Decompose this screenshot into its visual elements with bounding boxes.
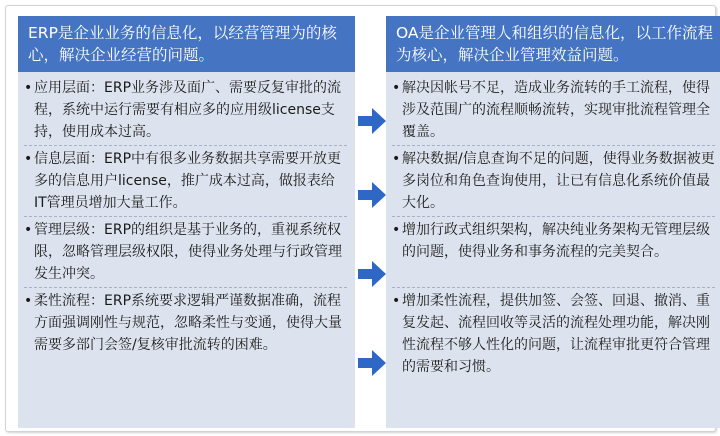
oa-item-accounts	[392, 75, 715, 146]
erp-item-information	[24, 146, 347, 217]
erp-item-management	[24, 217, 347, 288]
erp-item-text: 应用层面：ERP业务涉及面广、需要反复审批的流程，系统中运行需要有相应多的应用级license支持，使用成本过高。	[34, 80, 342, 140]
oa-item-text: 解决数据/信息查询不足的问题，使得业务数据被更多岗位和角色查询使用，让已有信息化系统价值最大化。	[402, 151, 715, 211]
erp-item-flexible	[24, 288, 347, 374]
arrow-right-icon	[358, 261, 386, 287]
bullet-icon: •	[24, 222, 33, 238]
oa-item-list	[386, 72, 720, 374]
erp-panel	[18, 16, 355, 428]
erp-item-application	[24, 75, 347, 146]
erp-item-text: 管理层级：ERP的组织是基于业务的，重视系统权限，忽略管理层级权限，使得业务处理与行政管理发生冲突。	[34, 222, 342, 282]
bullet-icon: •	[392, 151, 401, 167]
oa-item-data-query	[392, 146, 715, 217]
oa-panel	[386, 16, 720, 428]
oa-item-flexible	[392, 288, 715, 374]
bullet-icon: •	[24, 293, 33, 309]
bullet-icon: •	[24, 151, 33, 167]
erp-item-text: 柔性流程：ERP系统要求逻辑严谨数据准确，流程方面强调刚性与规范，忽略柔性与变通，使得大量需要多部门会签/复核审批流转的困难。	[34, 293, 342, 353]
bullet-icon: •	[24, 80, 33, 96]
oa-panel-header: OA是企业管理人和组织的信息化，以工作流程为核心，解决企业管理效益问题。	[386, 16, 720, 72]
diagram-frame	[5, 5, 716, 432]
bullet-icon: •	[392, 293, 401, 309]
oa-item-org-structure	[392, 217, 715, 288]
erp-panel-header: ERP是企业业务的信息化，以经营管理为的核心，解决企业经营的问题。	[18, 16, 355, 72]
arrow-right-icon	[358, 108, 386, 134]
erp-item-text: 信息层面：ERP中有很多业务数据共享需要开放更多的信息用户license，推广成本过高，做报表给IT管理员增加大量工作。	[34, 151, 342, 211]
oa-item-text: 增加行政式组织架构，解决纯业务架构无管理层级的问题，使得业务和事务流程的完美契合。	[402, 222, 710, 260]
oa-item-text: 解决因帐号不足，造成业务流转的手工流程，使得涉及范围广的流程顺畅流转，实现审批流程管理全覆盖。	[402, 80, 710, 140]
arrow-right-icon	[358, 182, 386, 208]
arrow-right-icon	[358, 350, 386, 376]
bullet-icon: •	[392, 80, 401, 96]
oa-item-text: 增加柔性流程，提供加签、会签、回退、撤消、重复发起、流程回收等灵活的流程处理功能，解决刚性流程不够人性化的问题，让流程审批更符合管理的需要和习惯。	[402, 293, 710, 374]
bullet-icon: •	[392, 222, 401, 238]
erp-item-list	[18, 72, 355, 374]
